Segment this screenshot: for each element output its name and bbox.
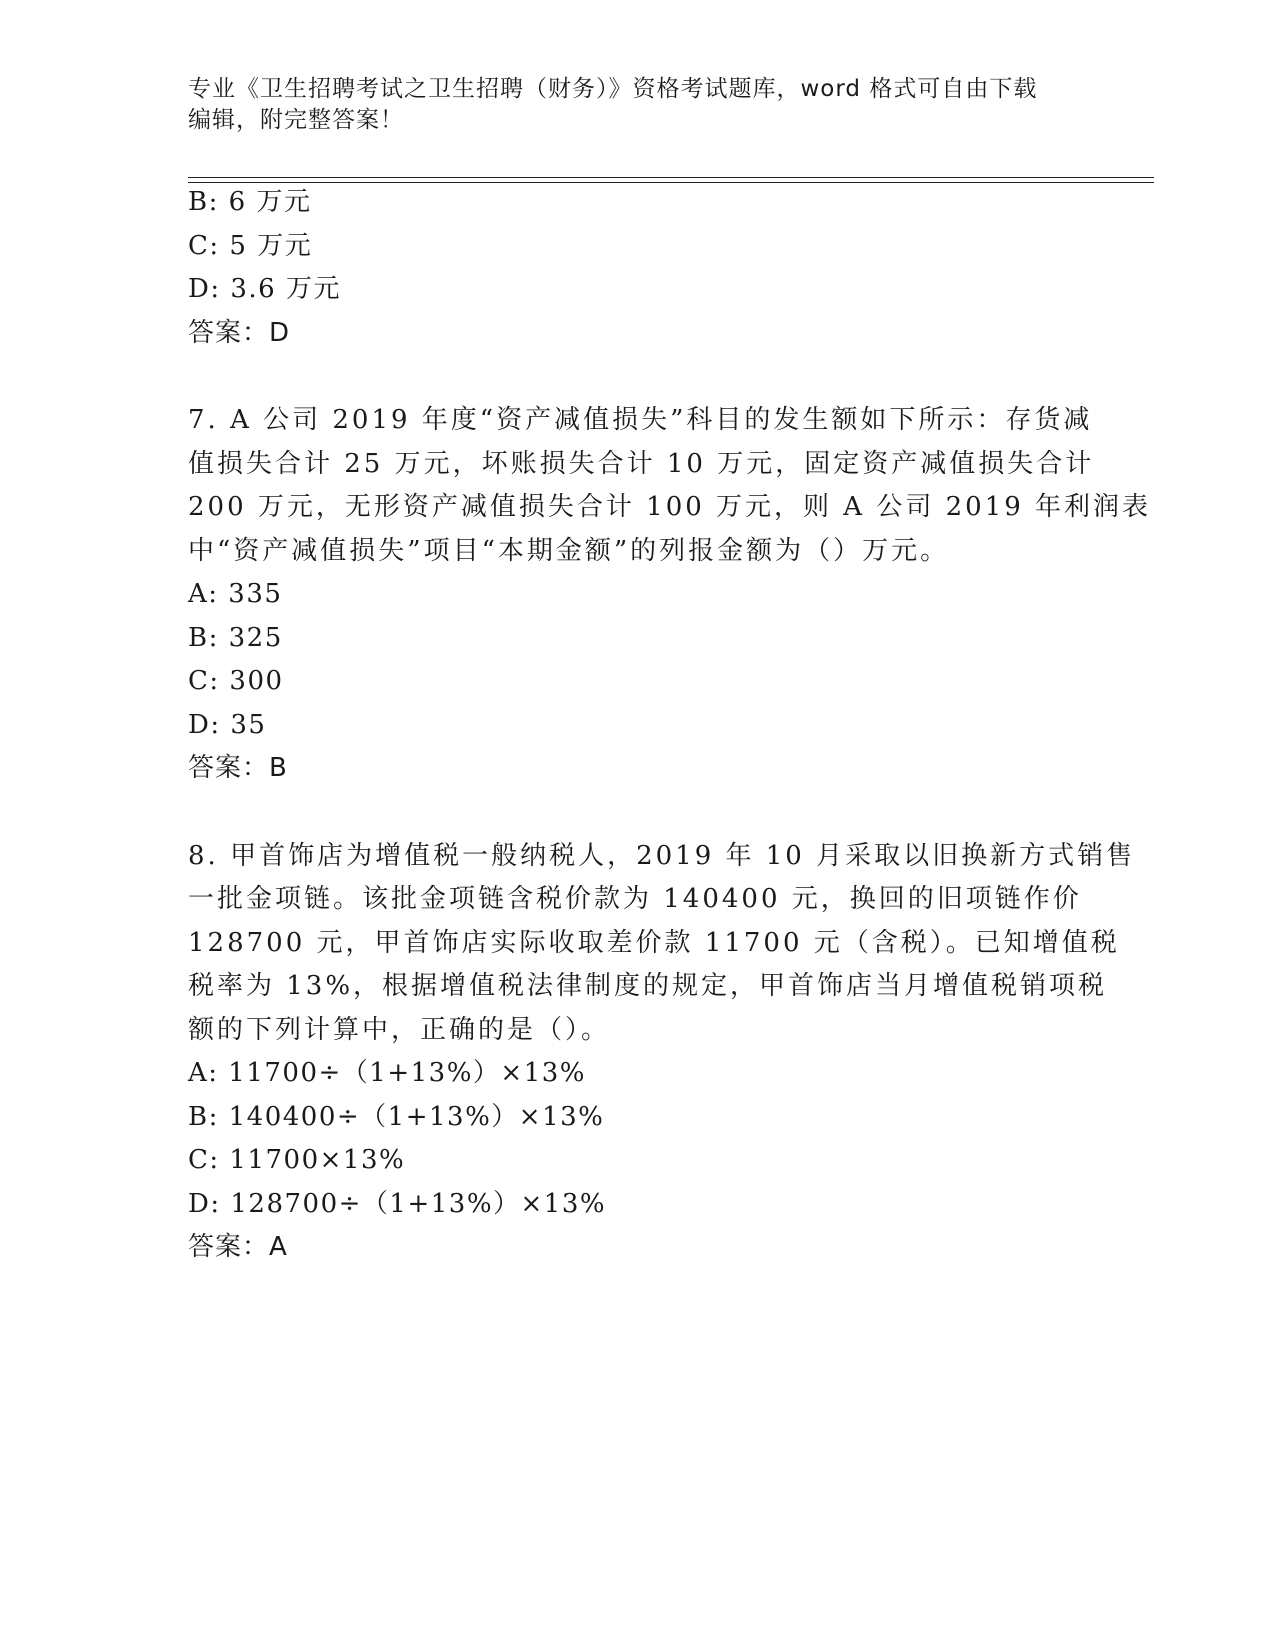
- q7-text-line-2: 值损失合计 25 万元，坏账损失合计 10 万元，固定资产减值损失合计: [188, 449, 1095, 479]
- q7-text-line-3: 200 万元，无形资产减值损失合计 100 万元，则 A 公司 2019 年利润表: [188, 492, 1152, 522]
- prev-answer: 答案：D: [188, 318, 291, 348]
- header-title-line-2: 编辑，附完整答案！: [188, 107, 404, 133]
- q7-option-a: A: 335: [188, 579, 283, 609]
- q7-option-b: B: 325: [188, 623, 283, 653]
- q8-option-c: C: 11700×13%: [188, 1145, 406, 1175]
- q8-option-d: D: 128700÷（1+13%）×13%: [188, 1189, 607, 1219]
- q7-answer: 答案：B: [188, 753, 288, 783]
- header-divider-top: [188, 177, 1154, 178]
- q8-option-a: A: 11700÷（1+13%）×13%: [188, 1058, 586, 1088]
- prev-option-b: B: 6 万元: [188, 187, 312, 217]
- q8-answer: 答案：A: [188, 1232, 288, 1262]
- document-header: [188, 74, 1068, 136]
- q8-text-line-2: 一批金项链。该批金项链含税价款为 140400 元，换回的旧项链作价: [188, 884, 1082, 914]
- q8-text-line-4: 税率为 13%，根据增值税法律制度的规定，甲首饰店当月增值税销项税: [188, 971, 1108, 1001]
- header-divider-bottom: [188, 182, 1154, 183]
- q7-text-line-1: 7. A 公司 2019 年度“资产减值损失”科目的发生额如下所示：存货减: [188, 405, 1093, 435]
- q7-option-d: D: 35: [188, 710, 267, 740]
- q7-text-line-4: 中“资产减值损失”项目“本期金额”的列报金额为（）万元。: [188, 536, 950, 566]
- q7-option-c: C: 300: [188, 666, 284, 696]
- prev-option-c: C: 5 万元: [188, 231, 313, 261]
- header-title-line-1: 专业《卫生招聘考试之卫生招聘（财务）》资格考试题库，word 格式可自由下载: [188, 76, 1038, 102]
- q8-text-line-1: 8. 甲首饰店为增值税一般纳税人，2019 年 10 月采取以旧换新方式销售: [188, 841, 1136, 871]
- q8-text-line-3: 128700 元，甲首饰店实际收取差价款 11700 元（含税）。已知增值税: [188, 928, 1120, 958]
- prev-option-d: D: 3.6 万元: [188, 274, 341, 304]
- q8-option-b: B: 140400÷（1+13%）×13%: [188, 1102, 605, 1132]
- q8-text-line-5: 额的下列计算中，正确的是（）。: [188, 1015, 611, 1045]
